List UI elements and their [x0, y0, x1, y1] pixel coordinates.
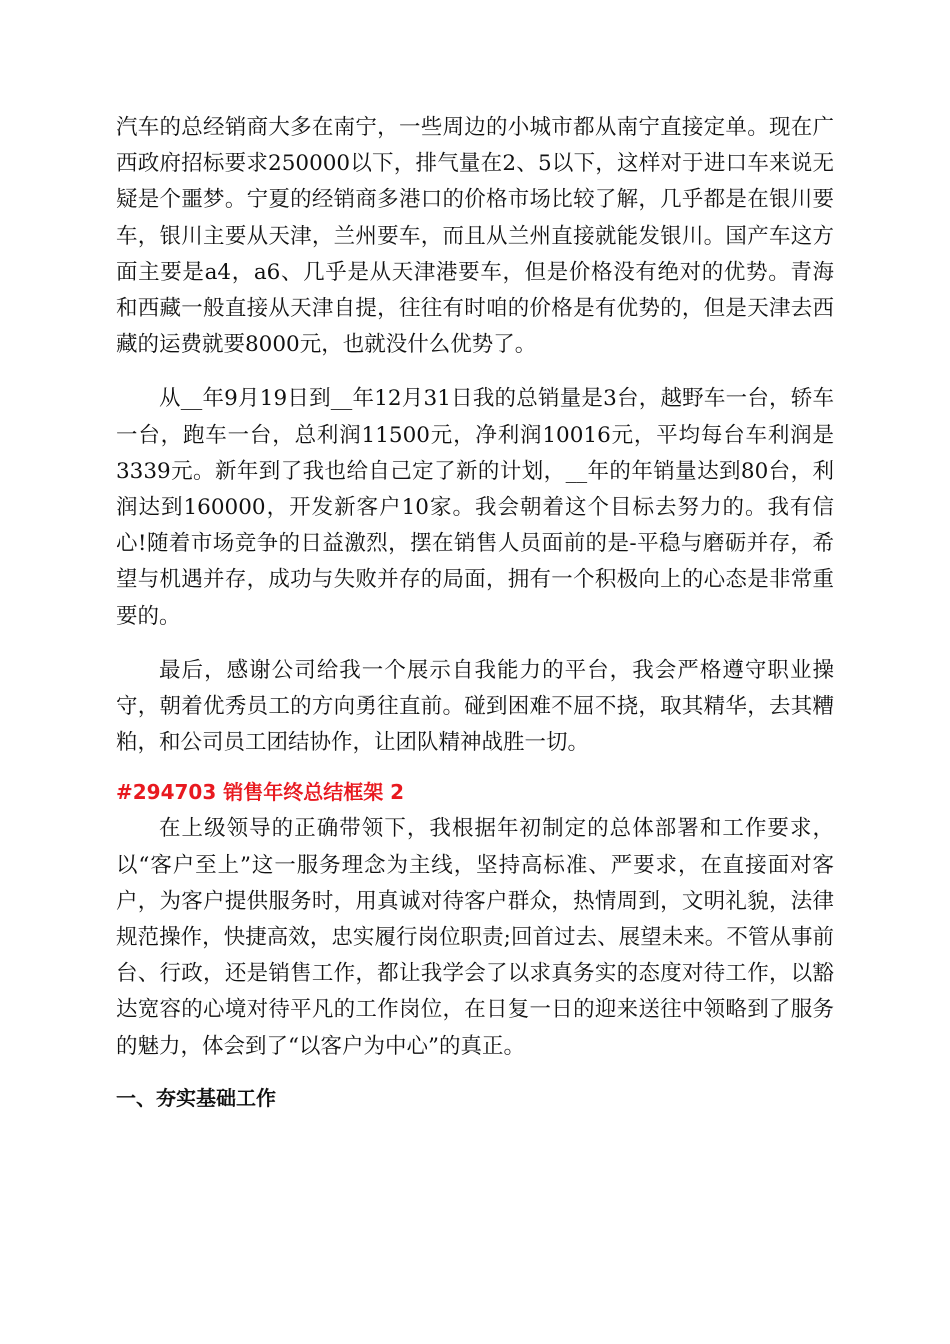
document-page	[116, 110, 834, 1113]
paragraph-service-philosophy: 在上级领导的正确带领下，我根据年初制定的总体部署和工作要求，以“客户至上”这一服务理念为主线，坚持高标准、严要求，在直接面对客户，为客户提供服务时，用真诚对待客户群众，热情周到，文明礼貌，法律规范操作，快捷高效，忠实履行岗位职责;回首过去、展望未来。不管从事前台、行政，还是销售工作，都让我学会了以求真务实的态度对待工作，以豁达宽容的心境对待平凡的工作岗位，在日复一日的迎来送往中领略到了服务的魅力，体会到了“以客户为中心”的真正。	[116, 816, 834, 1059]
paragraph-dealer-regions: 汽车的总经销商大多在南宁，一些周边的小城市都从南宁直接定单。现在广西政府招标要求250000以下，排气量在2、5以下，这样对于进口车来说无疑是个噩梦。宁夏的经销商多港口的价格市场比较了解，几乎都是在银川要车，银川主要从天津，兰州要车，而且从兰州直接就能发银川。国产车这方面主要是a4，a6、几乎是从天津港要车，但是价格没有绝对的优势。青海和西藏一般直接从天津自提，往往有时咱的价格是有优势的，但是天津去西藏的运费就要8000元，也就没什么优势了。	[116, 115, 834, 358]
red-section-title: #294703 销售年终总结框架 2	[116, 780, 405, 805]
paragraph-sales-figures: 从__年9月19日到__年12月31日我的总销量是3台，越野车一台，轿车一台，跑车一台，总利润11500元，净利润10016元，平均每台车利润是3339元。新年到了我也给自己定了新的计划，__年的年销量达到80台，利润达到160000，开发新客户10家。我会朝着这个目标去努力的。我有信心!随着市场竞争的日益激烈，摆在销售人员面前的是-平稳与磨砺并存，希望与机遇并存，成功与失败并存的局面，拥有一个积极向上的心态是非常重要的。	[116, 386, 834, 629]
paragraph-thanks: 最后，感谢公司给我一个展示自我能力的平台，我会严格遵守职业操守，朝着优秀员工的方向勇往直前。碰到困难不屈不挠，取其精华，去其糟粕，和公司员工团结协作，让团队精神战胜一切。	[116, 657, 834, 756]
section-heading-one: 一、夯实基础工作	[116, 1085, 276, 1110]
